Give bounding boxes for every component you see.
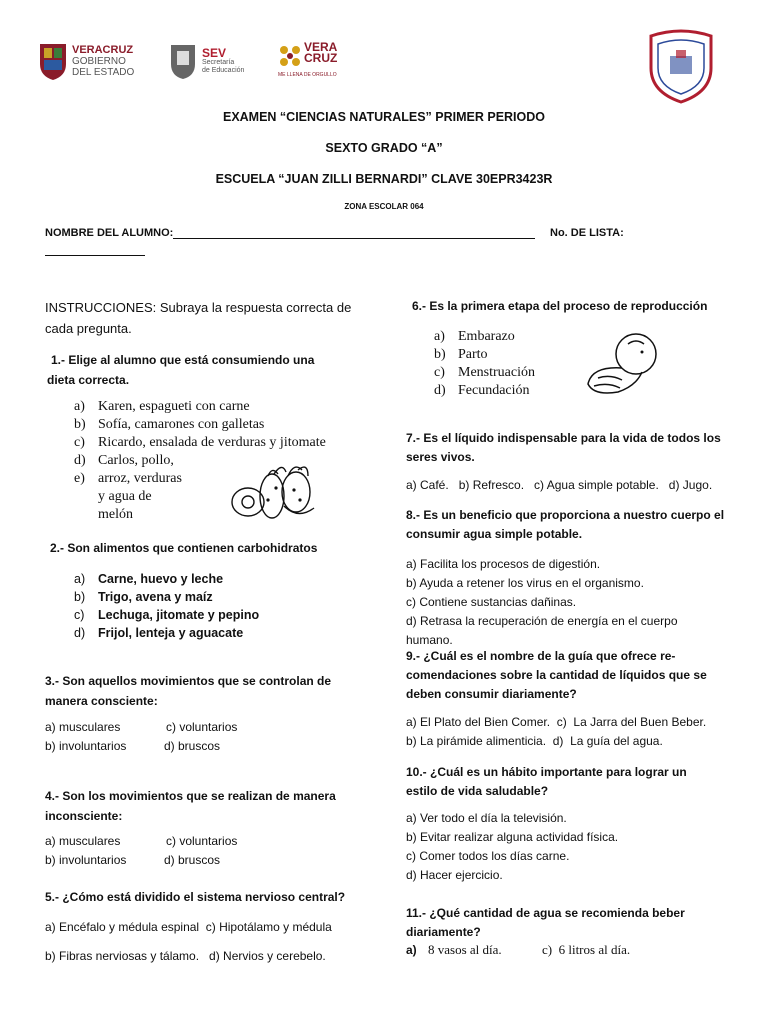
q6-option-d[interactable]: d) Fecundación [434,383,530,398]
student-name-label: NOMBRE DEL ALUMNO: [45,227,174,239]
q1-options [74,398,374,524]
q11-option-a[interactable]: 8 vasos al día. [428,942,502,957]
q2-option-b[interactable]: b) Trigo, avena y maíz [74,590,213,604]
zone-title: ZONA ESCOLAR 064 [344,202,424,211]
sev-label: SEV [202,46,227,60]
q10-option-d[interactable]: d) Hacer ejercicio. [406,868,503,882]
q8-option-c[interactable]: c) Contiene sustancias dañinas. [406,595,577,609]
q8-option-b[interactable]: b) Ayuda a retener los virus en el organismo. [406,576,644,590]
student-name-field[interactable] [173,238,535,239]
grade-title: SEXTO GRADO “A” [325,141,443,155]
q8-options [406,555,724,650]
list-number-field[interactable] [45,255,145,256]
q3-option-a[interactable]: a) musculares [45,720,121,734]
q10-options [406,809,724,885]
q10-option-a[interactable]: a) Ver todo el día la televisión. [406,811,567,825]
q9-options-row2[interactable]: b) La pirámide alimenticia. d) La guía del agua. [406,734,663,748]
q2-option-a[interactable]: a) Carne, huevo y leche [74,572,224,586]
q3-option-c[interactable]: c) voluntarios [166,720,238,734]
q6-option-c[interactable]: c) Menstruación [434,365,535,380]
school-seal [646,28,716,104]
q1-option-b[interactable]: b) Sofía, camarones con galletas [74,417,265,432]
q6-option-b[interactable]: b) Parto [434,347,488,362]
vera-cruz-logo [278,40,358,84]
q2-options [74,570,374,642]
instructions-text: Subraya la respuesta correcta de cada pregunta. [45,300,352,336]
q9-options-row1[interactable]: a) El Plato del Bien Comer. c) La Jarra del Buen Beber. [406,715,707,729]
q1-option-a[interactable]: a) Karen, espagueti con carne [74,399,250,414]
sev-emblem-icon [168,42,198,80]
q1-option-e-cont1: y agua de [98,489,152,504]
q2-option-d[interactable]: d) Frijol, lenteja y aguacate [74,626,244,640]
cruz-label: CRUZ [304,51,338,65]
q4-option-c[interactable]: c) voluntarios [166,834,238,848]
q10-question: 10.- ¿Cuál es un hábito importante para lograr un estilo de vida saludable? [406,765,687,798]
coat-of-arms-icon [38,40,68,80]
orgullo-label: ME LLENA DE ORGULLO [278,72,337,78]
q8-question: 8.- Es un beneficio que proporciona a nuestro cuerpo el consumir agua simple potable. [406,508,725,541]
q5-options-row1[interactable]: a) Encéfalo y médula espinal c) Hipotálamo y médula [45,920,332,934]
q1-option-d[interactable]: d) Carlos, pollo, [74,453,174,468]
school-title: ESCUELA “JUAN ZILLI BERNARDI” CLAVE 30EPR3423R [215,172,553,186]
q1-option-e[interactable]: e) arroz, verduras [74,471,182,486]
vera-label: VERA [304,40,338,54]
q9-question: 9.- ¿Cuál es el nombre de la guía que ofrece re-comendaciones sobre la cantidad de líquidos que se deben consumir diariamente? [406,649,707,701]
q5-options-row2[interactable]: b) Fibras nerviosas y tálamo. d) Nervios y cerebelo. [45,949,326,963]
q7-answers[interactable]: a) Café. b) Refresco. c) Agua simple potable. d) Jugo. [406,478,713,492]
q11-option-c[interactable]: c) 6 litros al día. [542,942,631,957]
del-estado-label: DEL ESTADO [72,67,135,78]
q3-option-b[interactable]: b) involuntarios [45,739,127,753]
q3-option-d[interactable]: d) bruscos [164,739,221,753]
q1-option-e-cont2: melón [98,507,133,522]
school-shield-icon [646,28,716,104]
q2-question: 2.- Son alimentos que contienen carbohidratos [50,541,318,555]
q1-question: 1.- Elige al alumno que está consumiendo una dieta correcta. [47,353,315,387]
q2-option-c[interactable]: c) Lechuga, jitomate y pepino [74,608,260,622]
q4-question: 4.- Son los movimientos que se realizan de manera inconsciente: [45,789,336,823]
sev-logo [168,42,258,82]
q10-option-b[interactable]: b) Evitar realizar alguna actividad física. [406,830,619,844]
q5-question: 5.- ¿Cómo está dividido el sistema nervioso central? [45,890,346,904]
instructions [45,297,360,339]
q4-option-a[interactable]: a) musculares [45,834,121,848]
educacion-label: de Educación [202,67,245,74]
q1-option-c[interactable]: c) Ricardo, ensalada de verduras y jitomate [74,435,326,450]
q11-option-a-letter[interactable]: a) [406,943,417,957]
q6-options [434,328,574,400]
q8-option-d[interactable]: d) Retrasa la recuperación de energía en el cuerpo humano. [406,614,678,647]
veracruz-government-logo [38,40,168,84]
instructions-label: INSTRUCCIONES: [45,300,157,315]
q10-option-c[interactable]: c) Comer todos los días carne. [406,849,570,863]
q7-question: 7.- Es el líquido indispensable para la vida de todos los seres vivos. [406,431,721,464]
secretaria-label: Secretaría [202,59,235,66]
veracruz-label: VERACRUZ [72,44,134,56]
q8-option-a[interactable]: a) Facilita los procesos de digestión. [406,557,601,571]
fetus-illustration-icon [582,328,668,398]
q11-question: 11.- ¿Qué cantidad de agua se recomienda beber diariamente? [406,906,685,939]
flower-pattern-icon [278,44,302,68]
q4-option-b[interactable]: b) involuntarios [45,853,127,867]
exam-title: EXAMEN “CIENCIAS NATURALES” PRIMER PERIODO [222,110,545,124]
q6-option-a[interactable]: a) Embarazo [434,329,515,344]
list-number-label: No. DE LISTA: [550,227,624,239]
q6-question: 6.- Es la primera etapa del proceso de reproducción [412,299,708,313]
q3-question: 3.- Son aquellos movimientos que se controlan de manera consciente: [45,674,332,708]
vegetables-illustration-icon [228,456,324,526]
gobierno-label: GOBIERNO [72,56,126,67]
q4-option-d[interactable]: d) bruscos [164,853,221,867]
